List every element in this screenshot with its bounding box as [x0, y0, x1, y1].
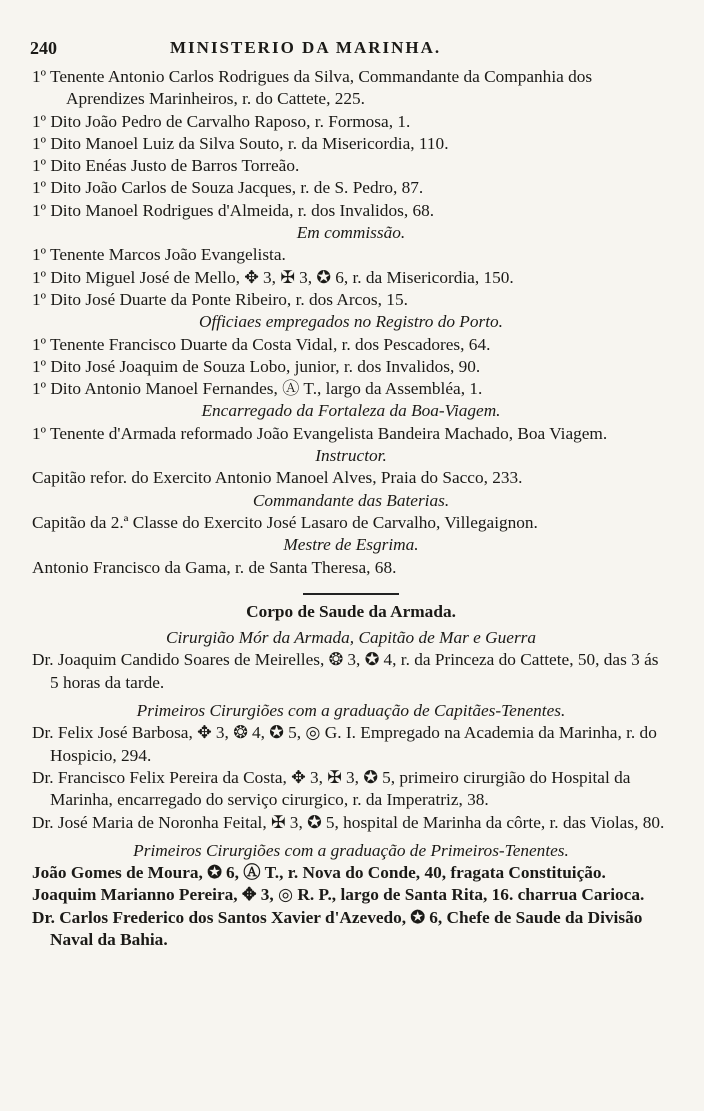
section-heading: Em commissão. — [296, 223, 406, 243]
entry: 1º Dito Manoel Rodrigues d'Almeida, r. dos Invalidos, 68. — [32, 200, 435, 220]
section-heading: Primeiros Cirurgiões com a graduação de Primeiros-Tenentes. — [133, 840, 569, 860]
entry: 1º Dito João Carlos de Souza Jacques, r. de S. Pedro, 87. — [32, 178, 424, 198]
entry: 1º Dito Manoel Luiz da Silva Souto, r. da Misericordia, 110. — [32, 133, 449, 153]
entry: 1º Tenente d'Armada reformado João Evangelista Bandeira Machado, Boa Viagem. — [32, 423, 608, 443]
entry: 1º Tenente Marcos João Evangelista. — [32, 245, 286, 265]
entry: Dr. Felix José Barbosa, ✥ 3, ❂ 4, ✪ 5, ◎ G. I. Empregado na Academia da Marinha, r. do Hospicio, 294. — [32, 723, 657, 765]
entry: 1º Dito José Duarte da Ponte Ribeiro, r. dos Arcos, 15. — [32, 289, 408, 309]
section-heading: Mestre de Esgrima. — [283, 535, 419, 555]
section-heading: Cirurgião Mór da Armada, Capitão de Mar e Guerra — [165, 628, 537, 648]
entry: Capitão da 2.ª Classe do Exercito José Lasaro de Carvalho, Villegaignon. — [32, 512, 538, 532]
entry: Capitão refor. do Exercito Antonio Manoel Alves, Praia do Sacco, 233. — [32, 468, 523, 488]
entry: 1º Dito Miguel José de Mello, ✥ 3, ✠ 3, ✪ 6, r. da Misericordia, 150. — [32, 267, 514, 287]
section-heading: Commandante das Baterias. — [252, 490, 450, 510]
section-title: Corpo de Saude da Armada. — [246, 601, 456, 621]
section-heading: Officiaes empregados no Registro do Porto. — [199, 312, 503, 332]
entry: 1º Tenente Antonio Carlos Rodrigues da Silva, Commandante da Companhia dos Aprendizes Marinheiros, r. do Cattete, 225. — [32, 67, 593, 109]
page-number: 240 — [30, 38, 57, 58]
entry: Dr. José Maria de Noronha Feital, ✠ 3, ✪ 5, hospital de Marinha da côrte, r. das Violas, 80. — [32, 812, 665, 832]
entry: 1º Dito Antonio Manoel Fernandes, Ⓐ T., largo da Assembléa, 1. — [32, 379, 483, 399]
running-head: MINISTERIO DA MARINHA. — [170, 38, 442, 57]
entry: 1º Tenente Francisco Duarte da Costa Vidal, r. dos Pescadores, 64. — [32, 334, 491, 354]
section-heading: Primeiros Cirurgiões com a graduação de Capitães-Tenentes. — [136, 701, 566, 721]
entry: Dr. Joaquim Candido Soares de Meirelles, ❂ 3, ✪ 4, r. da Princeza do Cattete, 50, das 3 ás 5 horas da tarde. — [32, 650, 659, 692]
entry: Dr. Francisco Felix Pereira da Costa, ✥ 3, ✠ 3, ✪ 5, primeiro cirurgião do Hospital da Marinha, encarregado do serviço cirurgico, r. da Imperatriz, 38. — [32, 767, 631, 810]
entry: Joaquim Marianno Pereira, ✥ 3, ◎ R. P., largo de Santa Rita, 16. charrua Carioca. — [32, 885, 645, 905]
entry: 1º Dito João Pedro de Carvalho Raposo, r. Formosa, 1. — [32, 111, 411, 131]
entry: Dr. Carlos Frederico dos Santos Xavier d'Azevedo, ✪ 6, Chefe de Saude da Divisão Naval da Bahia. — [32, 907, 643, 949]
entry: Antonio Francisco da Gama, r. de Santa Theresa, 68. — [32, 557, 397, 577]
entry: João Gomes de Moura, ✪ 6, Ⓐ T., r. Nova do Conde, 40, fragata Constituição. — [32, 863, 606, 883]
section-heading: Encarregado da Fortaleza da Boa-Viagem. — [201, 401, 501, 421]
page-header — [30, 38, 664, 62]
section-divider — [303, 593, 399, 595]
entry: 1º Dito Enéas Justo de Barros Torreão. — [32, 156, 300, 176]
document-body — [32, 66, 670, 951]
section-heading: Instructor. — [315, 446, 387, 466]
entry: 1º Dito José Joaquim de Souza Lobo, junior, r. dos Invalidos, 90. — [32, 356, 481, 376]
